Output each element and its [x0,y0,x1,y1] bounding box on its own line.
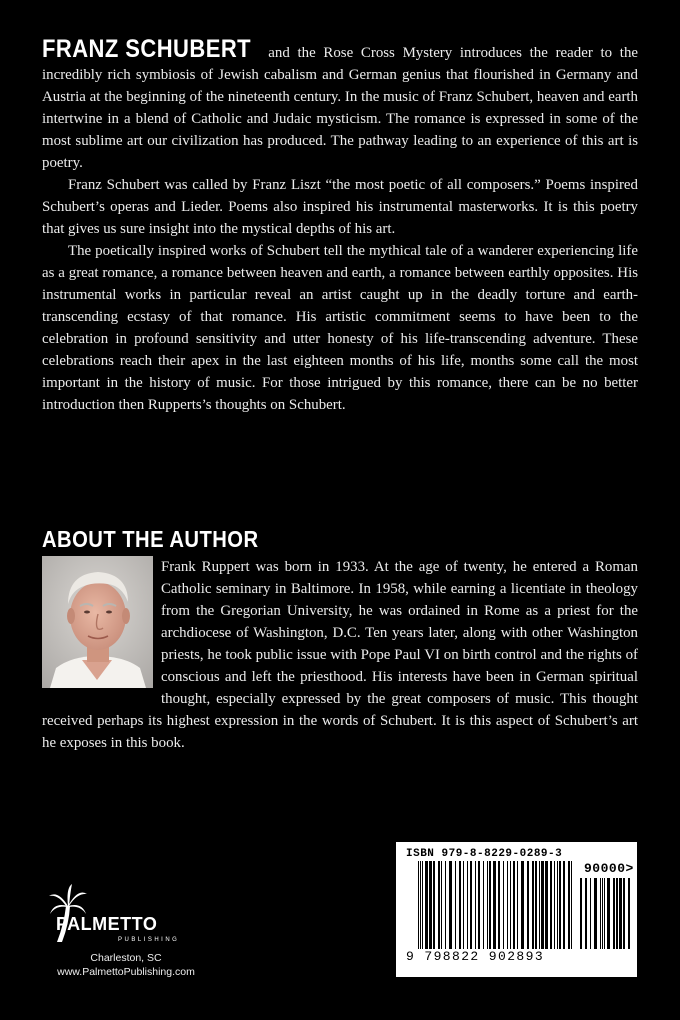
barcode-bar [619,878,622,949]
barcode-bar [541,861,544,949]
barcode-bar [455,861,456,949]
isbn-label: ISBN 979-8-8229-0289-3 [406,848,563,860]
barcode-bar [478,861,480,949]
author-photo [42,556,153,688]
ean-digits: 9 798822 902893 [406,949,545,964]
barcode-bar [563,861,565,949]
about-the-author-heading: ABOUT THE AUTHOR [42,526,259,552]
price-code: 90000> [584,861,634,876]
barcode-bar [510,861,511,949]
book-title-caps: FRANZ SCHUBERT [42,35,252,63]
barcode-bar [422,861,423,949]
author-section [42,556,638,754]
barcode-bar [429,861,432,949]
barcode-bar [445,861,446,949]
barcode-bar [590,878,591,949]
barcode-bar [418,861,419,949]
blurb-paragraph-2: Franz Schubert was called by Franz Liszt “the most poetic of all composers.” Poems inspired Schubert’s operas and Lieder. Poems also inspired his instrumental masterworks. It is this poetry that gives us sure insight into the mystical depths of his art. [42,177,638,237]
barcode-bar [568,861,570,949]
barcode-bar [550,861,552,949]
barcode-bar [498,861,500,949]
barcode-bar [616,878,618,949]
barcode-bar [594,878,597,949]
barcode-bar [420,861,421,949]
barcode-bar [470,861,472,949]
barcode-bar [487,861,488,949]
barcode-bar [532,861,534,949]
isbn-barcode [396,842,637,977]
barcode-bar [438,861,440,949]
barcode-bar [483,861,484,949]
barcode-bar [554,861,555,949]
barcode-bar [527,861,529,949]
barcode-bar [507,861,508,949]
back-cover-blurb [42,35,638,416]
barcode-bar [607,878,610,949]
barcode-bar [545,861,548,949]
blurb-paragraph-1 [42,35,638,174]
barcode-bar [623,878,625,949]
barcode-bar [557,861,558,949]
barcode-bar [467,861,468,949]
barcode-bar [535,861,537,949]
author-bio: Frank Ruppert was born in 1933. At the age of twenty, he entered a Roman Catholic seminary in Baltimore. In 1958, while earning a licentiate in theology from the Gregorian University, he was ordained in Rome as a priest for the archdiocese of Washington, D.C. Ten years later, along with other Washington priests, he took public issue with Pope Paul VI on birth control and the rights of conscious and left the priesthood. His interests have been in German spiritual thought, especially expressed by the great composers of music. This thought received perhaps its highest expression in the words of Schubert. It is this aspect of Schubert’s art he exposes in this book. [42,559,638,751]
barcode-bar [463,861,464,949]
barcode-bar [571,861,572,949]
blurb-paragraph-1-text: and the Rose Cross Mystery introduces the reader to the incredibly rich symbiosis of Jewish cabalism and German genius that flourished in Germany and Austria at the beginning of the nineteenth century. In the music of Franz Schubert, heaven and earth intertwine in a blend of Catholic and Judaic mysticism. The romance is expressed in some of the most sublime art our civilization has produced. The pathway leading to an experience of this art is poetry. [42,45,638,171]
barcode-bar [628,878,630,949]
publisher-subtitle: PUBLISHING [118,937,180,943]
blurb-paragraph-3: The poetically inspired works of Schubert tell the mythical tale of a wanderer experiencing life as a great romance, a romance between heaven and earth, a romance between earthly opposites. His instrumental works in particular reveal an artist caught up in the deadly torture and earth-transcending ecstasy of that romance. His artistic commitment seems to have been to the celebration in profound sensitivity and utter honesty of his life-transcending adventure. These celebrations reach their apex in the last eighteen months of his life, months some call the most important in the history of music. For those intrigued by this romance, there can be no better introduction then Rupperts’s thoughts on Schubert. [42,243,638,413]
price-addon-bars [580,878,630,949]
barcode-bar [604,878,605,949]
barcode-bar [425,861,428,949]
barcode-bar [449,861,452,949]
barcode-bar [489,861,491,949]
barcode-bar [521,861,524,949]
barcode-bar [503,861,504,949]
barcode-bar [600,878,601,949]
ean-main-bars [418,861,574,949]
publisher-website: www.PalmettoPublishing.com [57,966,195,978]
barcode-bar [613,878,615,949]
barcode-bar [459,861,461,949]
publisher-name: PALMETTO [56,914,158,934]
barcode-bar [475,861,476,949]
barcode-bar [517,861,518,949]
barcode-bar [580,878,582,949]
barcode-bar [602,878,603,949]
barcode-bar [559,861,561,949]
barcode-bar [585,878,587,949]
barcode-bar [441,861,442,949]
barcode-bar [493,861,496,949]
barcode-bar [513,861,515,949]
barcode-bar [433,861,435,949]
publisher-city: Charleston, SC [90,952,162,964]
barcode-bar [539,861,540,949]
